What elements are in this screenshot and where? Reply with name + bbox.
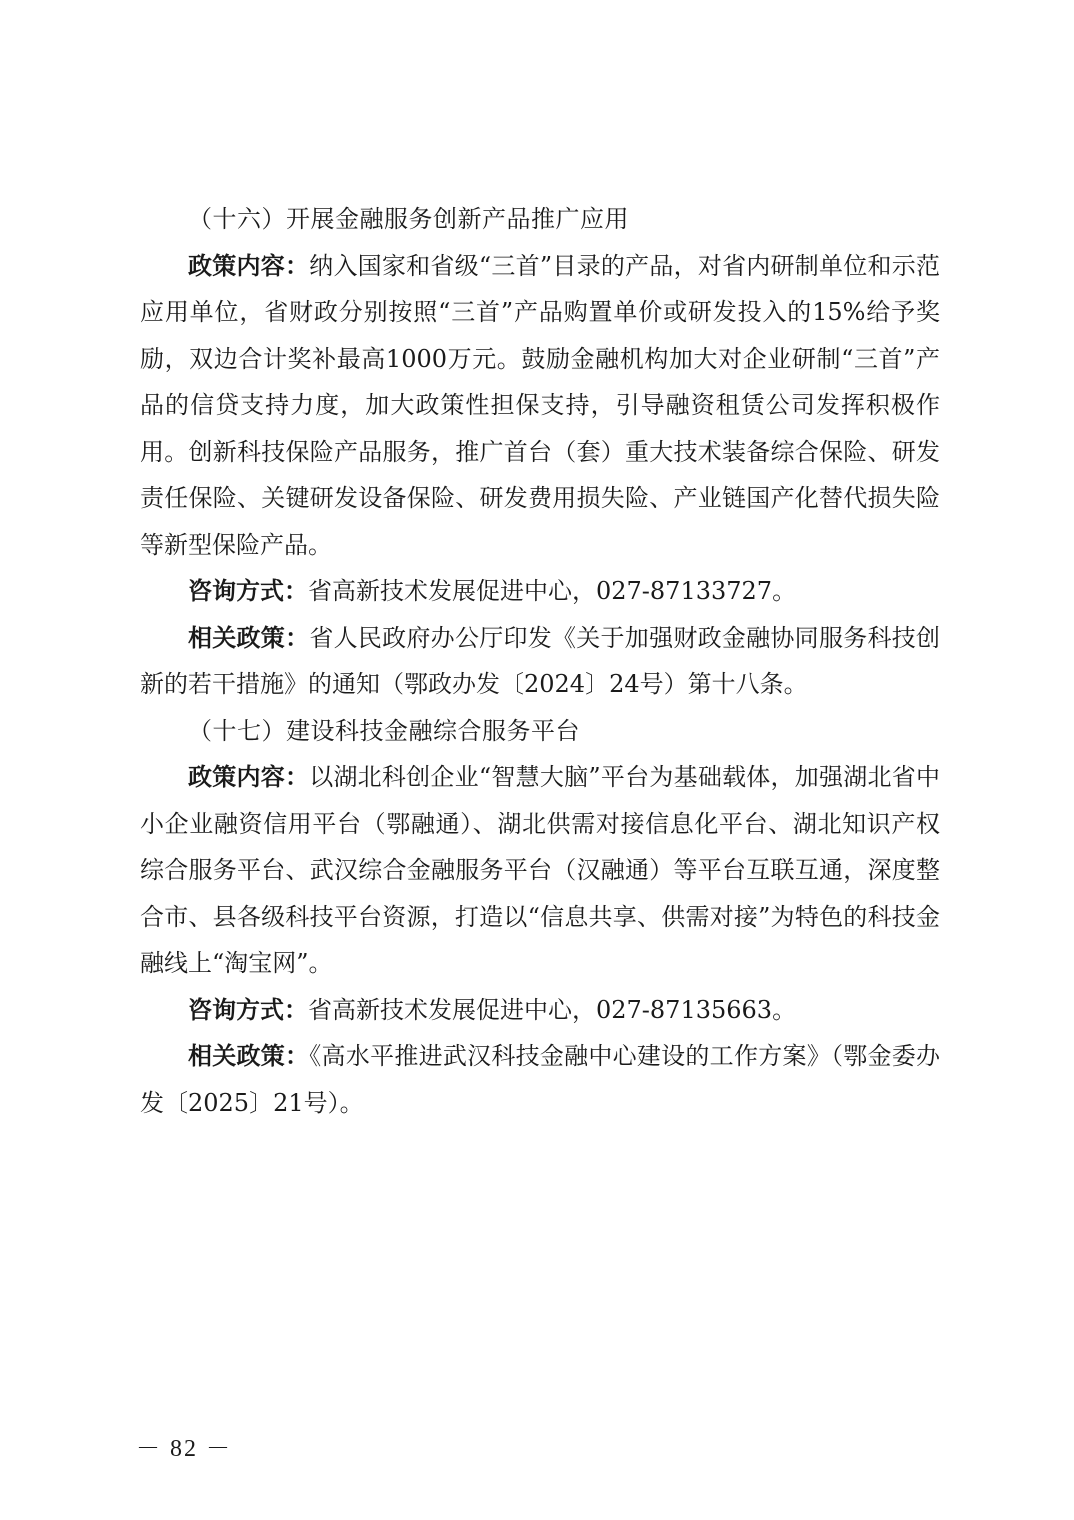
contact-label: 咨询方式： (188, 995, 308, 1024)
section-17-contact (140, 987, 940, 1034)
section-17-related (140, 1033, 940, 1126)
policy-text: 以湖北科创企业“智慧大脑”平台为基础载体，加强湖北省中小企业融资信用平台（鄂融通）、湖北供需对接信息化平台、湖北知识产权综合服务平台、武汉综合金融服务平台（汉融通）等平台互联互通，深度整合市、县各级科技平台资源，打造以“信息共享、供需对接”为特色的科技金融线上“淘宝网”。 (140, 763, 940, 977)
policy-text: 纳入国家和省级“三首”目录的产品，对省内研制单位和示范应用单位，省财政分别按照“三首”产品购置单价或研发投入的15%给予奖励，双边合计奖补最高1000万元。鼓励金融机构加大对企业研制“三首”产品的信贷支持力度，加大政策性担保支持，引导融资租赁公司发挥积极作用。创新科技保险产品服务，推广首台（套）重大技术装备综合保险、研发责任保险、关键研发设备保险、研发费用损失险、产业链国产化替代损失险等新型保险产品。 (140, 251, 940, 559)
contact-text: 省高新技术发展促进中心，027-87133727。 (308, 577, 797, 605)
related-text: 省人民政府办公厅印发《关于加强财政金融协同服务科技创新的若干措施》的通知（鄂政办发〔2024〕24号）第十八条。 (140, 623, 941, 698)
contact-label: 咨询方式： (188, 577, 308, 605)
related-label: 相关政策： (188, 623, 310, 652)
section-17-heading: （十七）建设科技金融综合服务平台 (188, 716, 580, 745)
policy-label: 政策内容： (188, 251, 310, 280)
section-16-heading: （十六）开展金融服务创新产品推广应用 (188, 205, 629, 233)
section-17-policy (140, 754, 940, 987)
policy-label: 政策内容： (188, 763, 310, 791)
contact-text: 省高新技术发展促进中心，027-87135663。 (308, 995, 797, 1024)
section-16-related (140, 615, 940, 708)
related-text: 《高水平推进武汉科技金融中心建设的工作方案》（鄂金委办发〔2025〕21号）。 (140, 1042, 941, 1117)
section-16-contact (140, 568, 940, 615)
page-number: － 82 － (136, 1436, 232, 1462)
section-16-policy (140, 243, 940, 569)
document-body (140, 196, 940, 1126)
related-label: 相关政策： (188, 1042, 310, 1070)
